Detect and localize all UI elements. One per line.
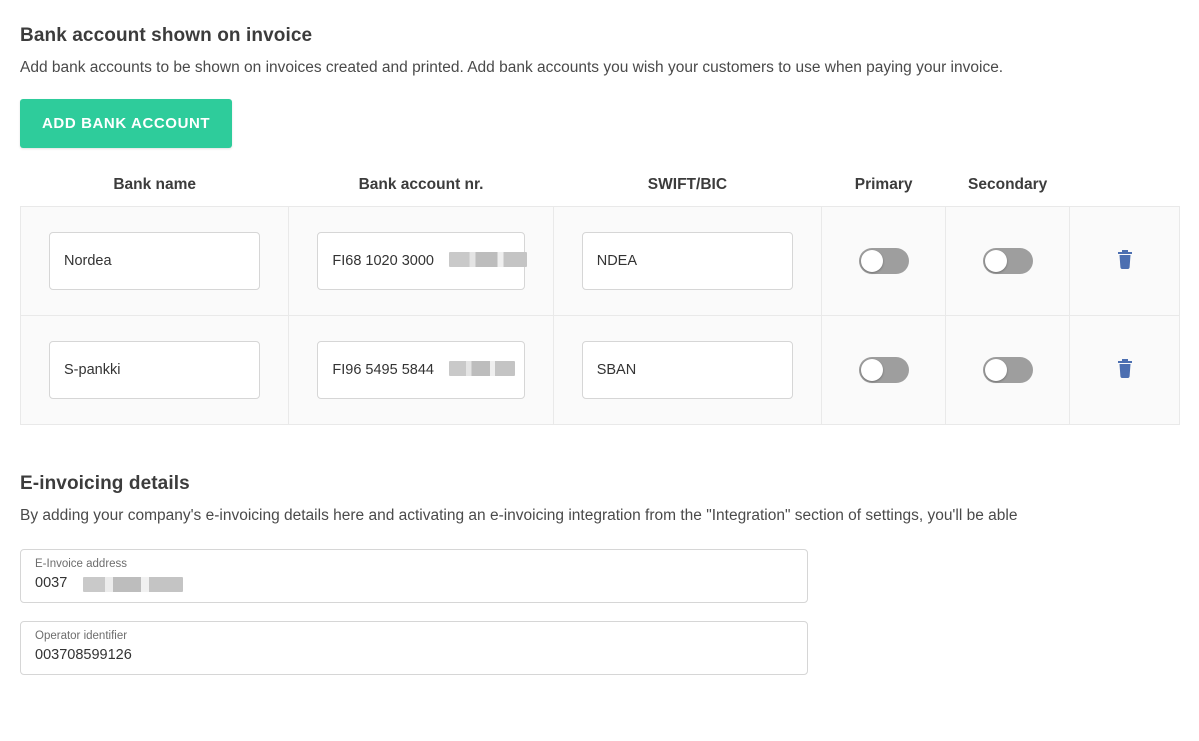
add-bank-account-button[interactable]: ADD BANK ACCOUNT: [20, 99, 232, 148]
cell-delete: [1070, 316, 1180, 425]
toggle-knob: [985, 359, 1007, 381]
bank-account-section: [20, 25, 1179, 425]
einvoice-address-label: E-Invoice address: [35, 558, 128, 570]
cell-account-nr: [289, 316, 553, 425]
cell-bank-name: [21, 316, 289, 425]
toggle-knob: [985, 250, 1007, 272]
table-header-row: [21, 176, 1180, 207]
cell-swift: [553, 316, 821, 425]
einvoicing-title: E-invoicing details: [20, 473, 190, 494]
secondary-toggle[interactable]: [983, 248, 1033, 274]
swift-bic-input[interactable]: [582, 232, 793, 290]
cell-bank-name: [21, 207, 289, 316]
bank-account-nr-input[interactable]: [317, 341, 524, 399]
operator-identifier-value: 003708599126: [35, 647, 132, 663]
bank-section-description: Add bank accounts to be shown on invoices created and printed. Add bank accounts you wish your customers to use when paying your invoice.: [20, 59, 1004, 76]
bank-name-input[interactable]: [49, 341, 260, 399]
trash-icon[interactable]: [1116, 358, 1134, 378]
bank-accounts-table: [20, 176, 1180, 425]
cell-primary: [822, 316, 946, 425]
cell-delete: [1070, 207, 1180, 316]
column-header-primary: Primary: [854, 176, 913, 193]
column-header-swift: SWIFT/BIC: [647, 176, 728, 193]
einvoicing-description: By adding your company's e-invoicing details here and activating an e-invoicing integration from the "Integration" section of settings, you'll be able: [20, 507, 1018, 524]
operator-identifier-label: Operator identifier: [35, 630, 128, 642]
column-header-actions: [1070, 176, 1180, 207]
column-header-account-nr: Bank account nr.: [358, 176, 484, 193]
page-title: Bank account shown on invoice: [20, 25, 313, 46]
primary-toggle[interactable]: [859, 357, 909, 383]
primary-toggle[interactable]: [859, 248, 909, 274]
bank-name-input[interactable]: [49, 232, 260, 290]
operator-identifier-field[interactable]: [20, 621, 808, 675]
secondary-toggle[interactable]: [983, 357, 1033, 383]
trash-icon[interactable]: [1116, 249, 1134, 269]
table-row: [21, 207, 1180, 316]
einvoice-address-value: 0037: [35, 575, 68, 591]
toggle-knob: [861, 359, 883, 381]
bank-account-nr-input[interactable]: [317, 232, 524, 290]
cell-primary: [822, 207, 946, 316]
toggle-knob: [861, 250, 883, 272]
cell-swift: [553, 207, 821, 316]
einvoice-address-field[interactable]: [20, 549, 808, 603]
table-row: [21, 316, 1180, 425]
swift-bic-input[interactable]: [582, 341, 793, 399]
column-header-bank-name: Bank name: [113, 176, 197, 193]
cell-secondary: [946, 207, 1070, 316]
column-header-secondary: Secondary: [968, 176, 1048, 193]
cell-account-nr: [289, 207, 553, 316]
einvoicing-section: [20, 473, 1179, 675]
cell-secondary: [946, 316, 1070, 425]
